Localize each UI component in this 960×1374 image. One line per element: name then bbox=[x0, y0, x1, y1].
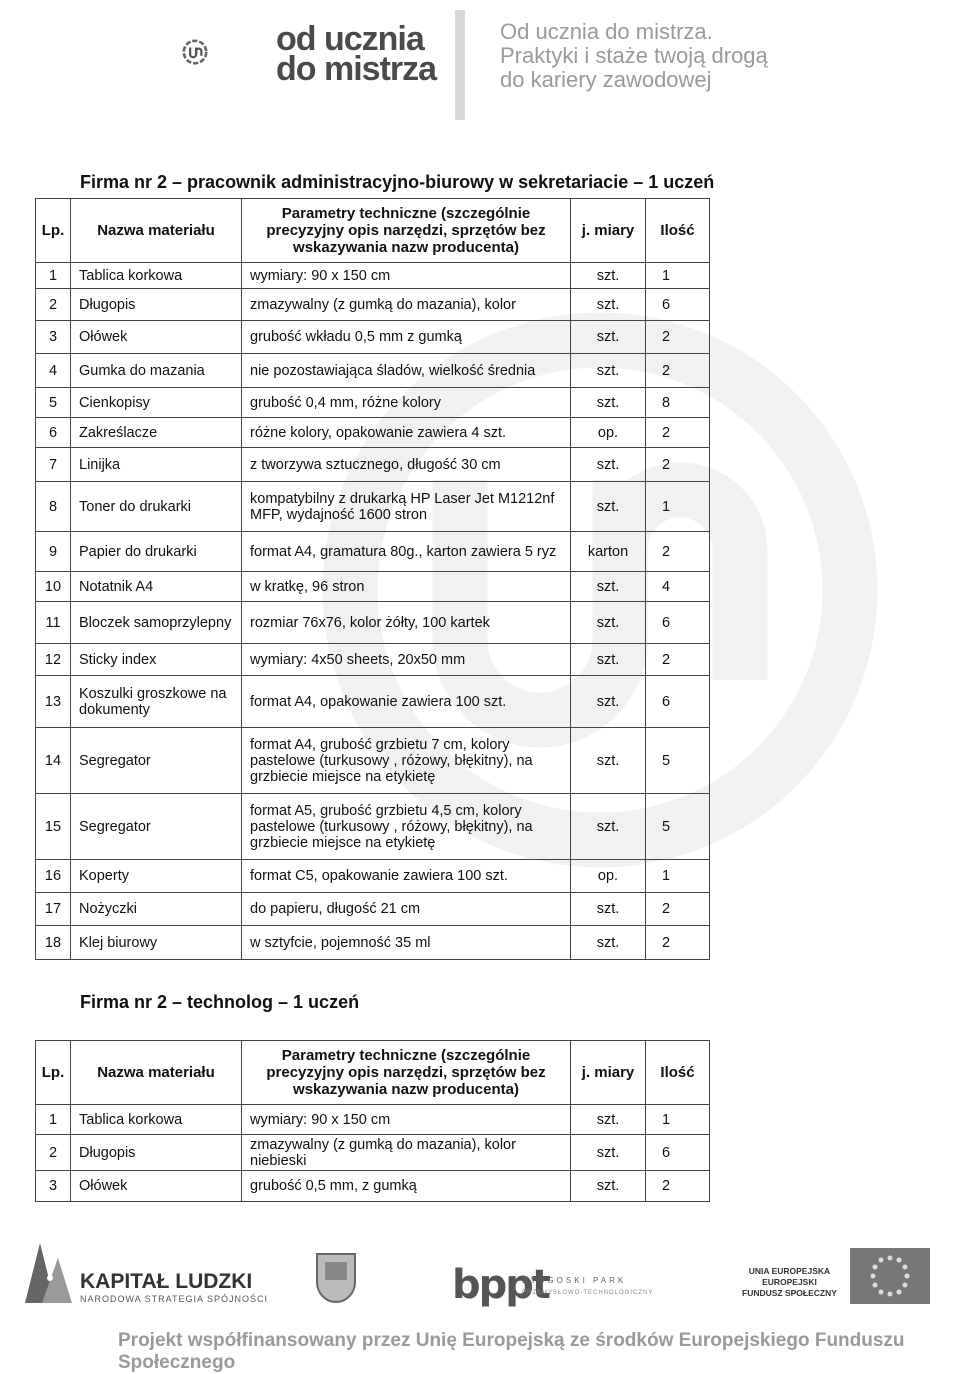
cell-params: z tworzywa sztucznego, długość 30 cm bbox=[242, 448, 571, 482]
cell-unit: szt. bbox=[571, 926, 646, 960]
cell-params: zmazywalny (z gumką do mazania), kolor bbox=[242, 289, 571, 321]
table-row bbox=[36, 860, 710, 893]
cell-params: w kratkę, 96 stron bbox=[242, 572, 571, 602]
table-row bbox=[36, 388, 710, 418]
cell-params: rozmiar 76x76, kolor żółty, 100 kartek bbox=[242, 602, 571, 644]
cell-params: grubość 0,4 mm, różne kolory bbox=[242, 388, 571, 418]
eu-flag-icon bbox=[850, 1248, 930, 1304]
cell-name: Długopis bbox=[71, 289, 242, 321]
table-row bbox=[36, 482, 710, 532]
cell-unit: op. bbox=[571, 418, 646, 448]
cell-qty: 2 bbox=[646, 644, 710, 676]
cell-qty: 2 bbox=[646, 448, 710, 482]
cell-name: Klej biurowy bbox=[71, 926, 242, 960]
cell-qty: 2 bbox=[646, 418, 710, 448]
cell-unit: szt. bbox=[571, 676, 646, 728]
table-row bbox=[36, 418, 710, 448]
cell-name: Papier do drukarki bbox=[71, 532, 242, 572]
funding-note: Projekt współfinansowany przez Unię Europejską ze środków Europejskiego Funduszu Społecznego bbox=[118, 1330, 905, 1373]
header-unit: j. miary bbox=[571, 199, 646, 263]
cell-name: Sticky index bbox=[71, 644, 242, 676]
cell-params: w sztyfcie, pojemność 35 ml bbox=[242, 926, 571, 960]
cell-params: kompatybilny z drukarką HP Laser Jet M1212nf MFP, wydajność 1600 stron bbox=[242, 482, 571, 532]
header-name: Nazwa materiału bbox=[71, 199, 242, 263]
cell-name: Linijka bbox=[71, 448, 242, 482]
cell-unit: szt. bbox=[571, 1135, 646, 1171]
table-row bbox=[36, 926, 710, 960]
cell-qty: 1 bbox=[646, 482, 710, 532]
cell-lp: 17 bbox=[36, 893, 71, 926]
cell-params: zmazywalny (z gumką do mazania), kolor niebieski bbox=[242, 1135, 571, 1171]
coat-of-arms-icon bbox=[315, 1252, 357, 1304]
cell-lp: 12 bbox=[36, 644, 71, 676]
cell-qty: 6 bbox=[646, 1135, 710, 1171]
cell-qty: 6 bbox=[646, 289, 710, 321]
cell-name: Gumka do mazania bbox=[71, 354, 242, 388]
table-row bbox=[36, 289, 710, 321]
cell-params: format A5, grubość grzbietu 4,5 cm, kolory pastelowe (turkusowy , różowy, błękitny), na grzbiecie miejsce na etykietę bbox=[242, 794, 571, 860]
cell-name: Koperty bbox=[71, 860, 242, 893]
cell-lp: 18 bbox=[36, 926, 71, 960]
eu-logo-text bbox=[742, 1266, 837, 1299]
eu-line-3: FUNDUSZ SPOŁECZNY bbox=[742, 1288, 837, 1298]
cell-params: format A4, grubość grzbietu 7 cm, kolory pastelowe (turkusowy , różowy, błękitny), na grzbiecie miejsce na etykietę bbox=[242, 728, 571, 794]
table-row bbox=[36, 263, 710, 289]
cell-unit: szt. bbox=[571, 263, 646, 289]
cell-name: Zakreślacze bbox=[71, 418, 242, 448]
cell-name: Tablica korkowa bbox=[71, 263, 242, 289]
cell-params: format A4, opakowanie zawiera 100 szt. bbox=[242, 676, 571, 728]
slogan-line-1: Od ucznia do mistrza. bbox=[500, 19, 713, 44]
cell-lp: 16 bbox=[36, 860, 71, 893]
header-lp: Lp. bbox=[36, 199, 71, 263]
cell-params: format C5, opakowanie zawiera 100 szt. bbox=[242, 860, 571, 893]
cell-unit: szt. bbox=[571, 321, 646, 354]
cell-lp: 1 bbox=[36, 263, 71, 289]
bppt-subtitle-1: BYDGOSKI PARK bbox=[522, 1276, 627, 1285]
od-ucznia-logo-icon bbox=[180, 12, 270, 92]
cell-lp: 9 bbox=[36, 532, 71, 572]
kapital-ludzki-title: KAPITAŁ LUDZKI bbox=[80, 1270, 253, 1293]
cell-lp: 3 bbox=[36, 1171, 71, 1202]
cell-lp: 5 bbox=[36, 388, 71, 418]
cell-lp: 1 bbox=[36, 1105, 71, 1135]
section1-title: Firma nr 2 – pracownik administracyjno-biurowy w sekretariacie – 1 uczeń bbox=[80, 172, 715, 192]
header-unit: j. miary bbox=[571, 1041, 646, 1105]
cell-qty: 4 bbox=[646, 572, 710, 602]
table-row bbox=[36, 644, 710, 676]
cell-name: Ołówek bbox=[71, 1171, 242, 1202]
cell-name: Długopis bbox=[71, 1135, 242, 1171]
slogan-line-3: do kariery zawodowej bbox=[500, 67, 712, 92]
cell-name: Ołówek bbox=[71, 321, 242, 354]
cell-unit: szt. bbox=[571, 572, 646, 602]
cell-lp: 15 bbox=[36, 794, 71, 860]
cell-unit: szt. bbox=[571, 893, 646, 926]
table-header-row bbox=[36, 199, 710, 263]
logo-line-2: do mistrza bbox=[276, 50, 437, 88]
cell-unit: szt. bbox=[571, 602, 646, 644]
cell-lp: 13 bbox=[36, 676, 71, 728]
cell-unit: szt. bbox=[571, 794, 646, 860]
table-header-row bbox=[36, 1041, 710, 1105]
cell-name: Segregator bbox=[71, 728, 242, 794]
cell-qty: 6 bbox=[646, 676, 710, 728]
table-row bbox=[36, 602, 710, 644]
cell-qty: 1 bbox=[646, 860, 710, 893]
cell-unit: szt. bbox=[571, 644, 646, 676]
cell-qty: 2 bbox=[646, 354, 710, 388]
materials-table-2 bbox=[35, 1040, 710, 1202]
cell-unit: szt. bbox=[571, 289, 646, 321]
cell-params: grubość wkładu 0,5 mm z gumką bbox=[242, 321, 571, 354]
eu-line-2: EUROPEJSKI bbox=[762, 1277, 817, 1287]
cell-unit: szt. bbox=[571, 448, 646, 482]
header-lp: Lp. bbox=[36, 1041, 71, 1105]
cell-params: format A4, gramatura 80g., karton zawiera 5 ryz bbox=[242, 532, 571, 572]
cell-qty: 1 bbox=[646, 1105, 710, 1135]
table-row bbox=[36, 354, 710, 388]
cell-qty: 1 bbox=[646, 263, 710, 289]
materials-table-1 bbox=[35, 198, 710, 960]
cell-lp: 8 bbox=[36, 482, 71, 532]
header-name: Nazwa materiału bbox=[71, 1041, 242, 1105]
table-row bbox=[36, 321, 710, 354]
cell-name: Nożyczki bbox=[71, 893, 242, 926]
cell-params: różne kolory, opakowanie zawiera 4 szt. bbox=[242, 418, 571, 448]
cell-lp: 2 bbox=[36, 1135, 71, 1171]
table-row bbox=[36, 893, 710, 926]
cell-name: Segregator bbox=[71, 794, 242, 860]
table-row bbox=[36, 794, 710, 860]
cell-unit: szt. bbox=[571, 482, 646, 532]
cell-unit: szt. bbox=[571, 1171, 646, 1202]
cell-unit: szt. bbox=[571, 388, 646, 418]
cell-lp: 6 bbox=[36, 418, 71, 448]
table-row bbox=[36, 1171, 710, 1202]
table-row bbox=[36, 676, 710, 728]
table-row bbox=[36, 728, 710, 794]
cell-name: Cienkopisy bbox=[71, 388, 242, 418]
bppt-subtitle-2: PRZEMYSŁOWO-TECHNOLOGICZNY bbox=[522, 1290, 654, 1296]
kapital-ludzki-logo bbox=[80, 1270, 268, 1304]
table-row bbox=[36, 1105, 710, 1135]
cell-name: Bloczek samoprzylepny bbox=[71, 602, 242, 644]
cell-name: Koszulki groszkowe na dokumenty bbox=[71, 676, 242, 728]
cell-unit: op. bbox=[571, 860, 646, 893]
cell-name: Notatnik A4 bbox=[71, 572, 242, 602]
table-row bbox=[36, 572, 710, 602]
brand-logo-text bbox=[276, 20, 437, 88]
cell-lp: 3 bbox=[36, 321, 71, 354]
slogan-line-2: Praktyki i staże twoją drogą bbox=[500, 43, 768, 68]
cell-lp: 10 bbox=[36, 572, 71, 602]
cell-qty: 5 bbox=[646, 728, 710, 794]
cell-params: wymiary: 90 x 150 cm bbox=[242, 1105, 571, 1135]
cell-qty: 2 bbox=[646, 321, 710, 354]
cell-params: wymiary: 4x50 sheets, 20x50 mm bbox=[242, 644, 571, 676]
cell-qty: 5 bbox=[646, 794, 710, 860]
cell-lp: 2 bbox=[36, 289, 71, 321]
table-row bbox=[36, 532, 710, 572]
cell-lp: 4 bbox=[36, 354, 71, 388]
cell-qty: 2 bbox=[646, 1171, 710, 1202]
cell-name: Tablica korkowa bbox=[71, 1105, 242, 1135]
table-row bbox=[36, 448, 710, 482]
cell-qty: 2 bbox=[646, 926, 710, 960]
cell-unit: karton bbox=[571, 532, 646, 572]
kapital-ludzki-subtitle: NARODOWA STRATEGIA SPÓJNOŚCI bbox=[80, 1294, 269, 1304]
logo-line-1: od ucznia bbox=[276, 20, 424, 58]
header-qty: Ilość bbox=[646, 199, 710, 263]
cell-params: do papieru, długość 21 cm bbox=[242, 893, 571, 926]
cell-params: grubość 0,5 mm, z gumką bbox=[242, 1171, 571, 1202]
cell-qty: 6 bbox=[646, 602, 710, 644]
section2-title: Firma nr 2 – technolog – 1 uczeń bbox=[80, 992, 360, 1012]
header-slogan bbox=[500, 20, 768, 92]
cell-lp: 14 bbox=[36, 728, 71, 794]
header-divider bbox=[455, 10, 465, 120]
cell-lp: 11 bbox=[36, 602, 71, 644]
header-params: Parametry techniczne (szczególnie precyzyjny opis narzędzi, sprzętów bez wskazywania nazw producenta) bbox=[242, 199, 571, 263]
cell-qty: 8 bbox=[646, 388, 710, 418]
cell-qty: 2 bbox=[646, 893, 710, 926]
header-qty: Ilość bbox=[646, 1041, 710, 1105]
cell-lp: 7 bbox=[36, 448, 71, 482]
cell-unit: szt. bbox=[571, 1105, 646, 1135]
bppt-logo: bppt bbox=[452, 1262, 550, 1308]
table-row bbox=[36, 1135, 710, 1171]
kapital-ludzki-emblem-icon bbox=[20, 1238, 75, 1308]
eu-line-1: UNIA EUROPEJSKA bbox=[748, 1266, 831, 1276]
header-params: Parametry techniczne (szczególnie precyzyjny opis narzędzi, sprzętów bez wskazywania nazw producenta) bbox=[242, 1041, 571, 1105]
cell-unit: szt. bbox=[571, 354, 646, 388]
cell-name: Toner do drukarki bbox=[71, 482, 242, 532]
cell-qty: 2 bbox=[646, 532, 710, 572]
cell-params: wymiary: 90 x 150 cm bbox=[242, 263, 571, 289]
cell-params: nie pozostawiająca śladów, wielkość średnia bbox=[242, 354, 571, 388]
cell-unit: szt. bbox=[571, 728, 646, 794]
